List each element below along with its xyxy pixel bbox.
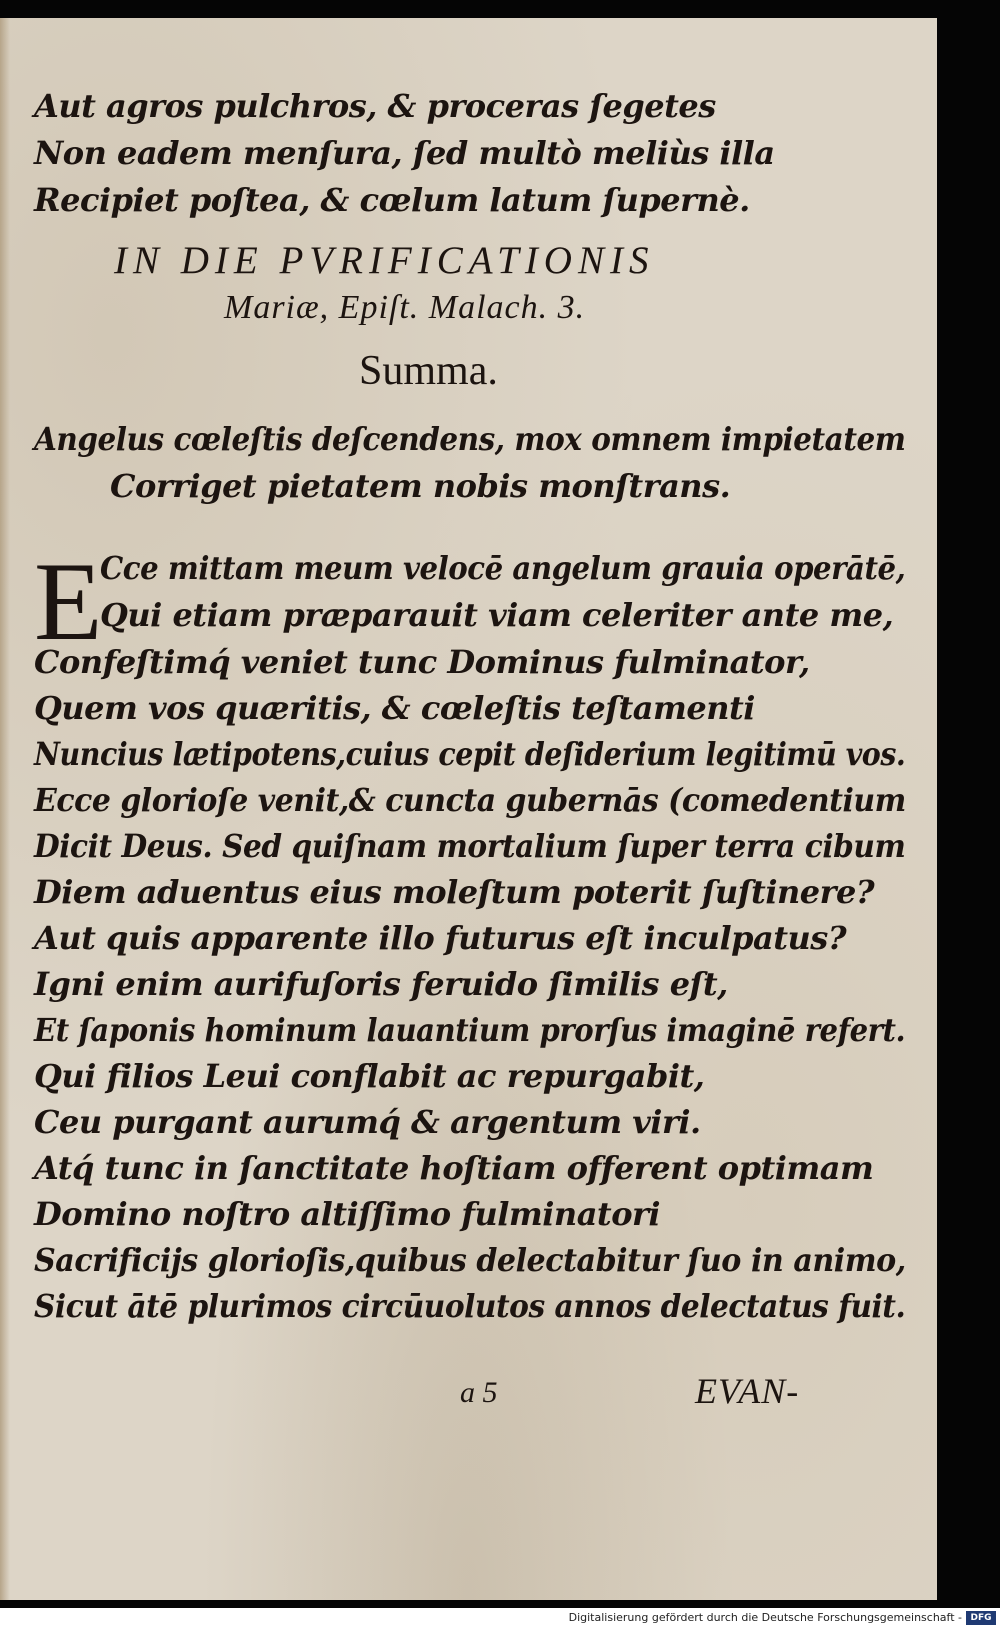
summa-line-2: Corriget pietatem nobis monſtrans. [110,467,731,505]
footer-bar [0,1608,1000,1629]
body-line-5: Nuncius lætipotens,cuius cepit deſiderium legitimū vos. [34,735,906,773]
top-line-1: Aut agros pulchros, & proceras ſegetes [34,87,716,125]
body-line-17: Sicut ātē plurimos circūuolutos annos delectatus fuit. [34,1287,906,1325]
dfg-logo-icon: DFG [966,1611,996,1625]
summa-title: Summa. [359,348,498,394]
body-line-13: Ceu purgant aurumq́ & argentum viri. [34,1103,701,1141]
catchword: EVAN- [695,1371,800,1411]
body-line-14: Atq́ tunc in ſanctitate hoſtiam offerent optimam [34,1149,874,1187]
drop-cap: E [34,540,103,664]
top-line-3: Recipiet poſtea, & cœlum latum ſupernè. [34,181,750,219]
body-line-15: Domino noſtro altiſſimo fulminatori [34,1195,661,1233]
signature-mark: a 5 [460,1376,498,1409]
top-line-2: Non eadem menſura, ſed multò meliùs illa [34,134,775,172]
body-line-6: Ecce glorioſe venit,& cuncta gubernās (comedentium [34,781,906,819]
body-line-11: Et ſaponis hominum lauantium prorſus imaginē refert. [34,1011,906,1049]
body-line-2: Qui etiam præparauit viam celeriter ante me, [100,596,894,634]
summa-line-1: Angelus cœleſtis deſcendens, mox omnem impietatem [34,420,906,458]
body-line-12: Qui filios Leui conflabit ac repurgabit, [34,1057,705,1095]
body-line-3: Confeſtimq́ veniet tunc Dominus fulminator, [34,643,810,681]
body-line-8: Diem aduentus eius moleſtum poterit ſuſtinere? [34,873,875,911]
page-binding-edge [0,18,10,1600]
body-line-9: Aut quis apparente illo futurus eſt inculpatus? [34,919,847,957]
body-line-1: Cce mittam meum velocē angelum grauia operātē, [100,549,906,587]
funding-credit: Digitalisierung gefördert durch die Deutsche Forschungsgemeinschaft - [568,1611,962,1624]
heading-line-1: IN DIE PVRIFICATIONIS [114,239,655,282]
body-line-4: Quem vos quæritis, & cœleſtis teſtamenti [34,689,755,727]
body-line-7: Dicit Deus. Sed quiſnam mortalium ſuper terra cibum [34,827,906,865]
body-line-16: Sacrificijs glorioſis,quibus delectabitur ſuo in animo, [34,1241,906,1279]
heading-line-2: Mariæ, Epiſt. Malach. 3. [224,289,586,326]
body-line-10: Igni enim aurifuſoris feruido ſimilis eſt, [34,965,728,1003]
book-page [0,18,937,1600]
